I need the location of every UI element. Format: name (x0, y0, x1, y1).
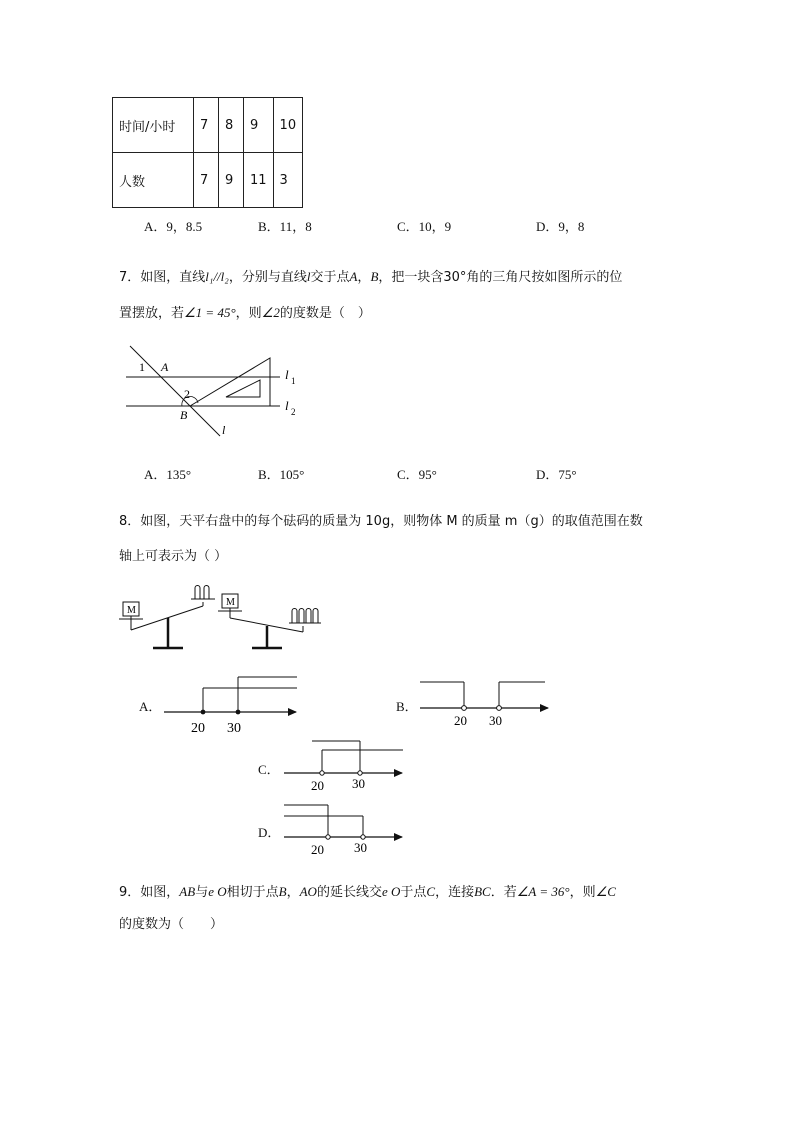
q9-text: 如图， (140, 885, 180, 900)
q7-line1 (119, 266, 622, 285)
q7-text: 的度数是（ ） (279, 306, 371, 321)
table-cell: 10 (273, 98, 303, 153)
q9-circle-o: e O (208, 884, 227, 899)
open-dot (358, 771, 362, 775)
tick-label-30: 30 (489, 713, 502, 728)
q8-option-c-label: C． (258, 762, 280, 777)
table-cell: 7 (194, 98, 219, 153)
open-dot (462, 706, 467, 711)
balance-right (218, 594, 321, 648)
q7-parallel: // (213, 269, 221, 284)
q6-option-d: D．9，8 (536, 219, 585, 234)
table-row (113, 98, 303, 153)
label-l1: l (285, 367, 289, 382)
tick-label-20: 20 (454, 713, 467, 728)
label-l1-sub: 1 (291, 376, 296, 386)
table-row (113, 153, 303, 208)
q6-option-c: C．10，9 (397, 219, 452, 234)
weight (306, 609, 311, 624)
q8-option-d-label: D． (258, 825, 281, 840)
q7-l2: l₂ (220, 269, 229, 284)
q7-condition: ∠1 = 45° (184, 305, 236, 320)
label-B: B (180, 408, 188, 422)
weight (292, 609, 297, 624)
weight (195, 586, 200, 600)
tick-label-30: 30 (352, 776, 365, 791)
arrow-icon (540, 704, 549, 712)
tick-label-30: 30 (354, 840, 367, 855)
tick-label-20: 20 (311, 778, 324, 793)
q9-text: 与 (195, 885, 209, 900)
table-cell: 8 (219, 98, 244, 153)
q9-text: ， (286, 885, 300, 900)
q8-option-d-numberline (280, 800, 408, 858)
weight-m-label: M (127, 605, 136, 616)
q7-l1: l₁ (205, 269, 214, 284)
q9-segment-bc: BC (474, 884, 491, 899)
table-cell: 7 (194, 153, 219, 208)
q7-option-d: D．75° (536, 467, 577, 482)
q7-figure (120, 340, 310, 440)
q9-point-b: B (278, 884, 287, 899)
q9-point-c: C (426, 884, 436, 899)
tick-label-30: 30 (227, 721, 241, 736)
weight (313, 609, 318, 624)
q8-option-b-numberline (416, 676, 556, 730)
q7-text: ， (357, 270, 371, 285)
q9-text: 相切于点 (226, 885, 279, 900)
tick-label-20: 20 (191, 721, 205, 736)
q7-text: 如图，直线 (140, 270, 206, 285)
triangle-ruler (190, 358, 270, 406)
q7-text: 交于点 (310, 270, 350, 285)
q8-balance-figure (115, 580, 330, 652)
q7-text: ，把一块含30°角的三角尺按如图所示的位 (378, 270, 623, 285)
q9-segment-ab: AB (179, 884, 196, 899)
table-cell: 11 (244, 153, 274, 208)
open-dot (497, 706, 502, 711)
balance-left (119, 586, 215, 649)
arrow-icon (394, 833, 403, 841)
q9-line1 (119, 881, 616, 900)
q7-l: l (306, 269, 311, 284)
q6-option-b: B．11，8 (258, 219, 312, 234)
weight-m-label: M (226, 597, 235, 608)
q7-angle-2: ∠2 (261, 305, 280, 320)
q9-text: ，连接 (435, 885, 475, 900)
q6-option-a: A．9，8.5 (144, 219, 203, 234)
q9-line2: 的度数为（ ） (119, 917, 224, 932)
label-2: 2 (184, 387, 190, 401)
q7-text: ，分别与直线 (228, 270, 307, 285)
q9-text: ．若 (490, 885, 517, 900)
table-cell: 3 (273, 153, 303, 208)
weight (204, 586, 209, 600)
table-cell: 9 (219, 153, 244, 208)
q9-text: 的延长线交 (316, 885, 382, 900)
label-l2: l (285, 398, 289, 413)
table-header-count: 人数 (113, 153, 194, 208)
q7-point-a: A (349, 269, 358, 284)
table-cell: 9 (244, 98, 274, 153)
arrow-icon (394, 769, 403, 777)
triangle-ruler-inner (226, 380, 260, 397)
q9-angle-c: ∠C (595, 884, 616, 899)
label-l: l (222, 423, 226, 437)
q8-option-b-label: B． (396, 699, 418, 714)
table-header-hours: 时间/小时 (113, 98, 194, 153)
q9-circle-o: e O (381, 884, 401, 899)
q9-number: 9． (119, 885, 141, 900)
q9-segment-ao: AO (299, 884, 317, 899)
q7-number: 7． (119, 270, 141, 285)
open-dot (361, 835, 365, 839)
solid-dot (236, 710, 241, 715)
q7-point-b: B (370, 269, 379, 284)
q8-line2: 轴上可表示为（ ） (119, 549, 228, 564)
tick-label-20: 20 (311, 842, 324, 857)
label-1: 1 (139, 360, 145, 374)
q7-option-c: C．95° (397, 467, 437, 482)
q7-option-b: B．105° (258, 467, 305, 482)
q7-line2 (119, 302, 371, 321)
arrow-icon (288, 708, 297, 716)
weight (299, 609, 304, 624)
label-l2-sub: 2 (291, 407, 296, 417)
q8-line1: 8．如图，天平右盘中的每个砝码的质量为 10g，则物体 M 的质量 m（g）的取值范围在数 (119, 514, 643, 529)
q8-option-a-label: A． (139, 699, 162, 714)
q7-option-a: A．135° (144, 467, 192, 482)
solid-dot (201, 710, 206, 715)
q8-option-a-numberline (160, 672, 305, 740)
q9-text: 于点 (400, 885, 427, 900)
open-dot (326, 835, 330, 839)
q7-text: 置摆放，若 (119, 306, 185, 321)
q9-condition: ∠A = 36° (516, 884, 570, 899)
q9-text: ，则 (569, 885, 596, 900)
label-A: A (161, 360, 169, 374)
q8-option-c-numberline (280, 736, 408, 794)
frequency-table (112, 97, 303, 208)
q7-text: ，则 (235, 306, 262, 321)
open-dot (320, 771, 324, 775)
